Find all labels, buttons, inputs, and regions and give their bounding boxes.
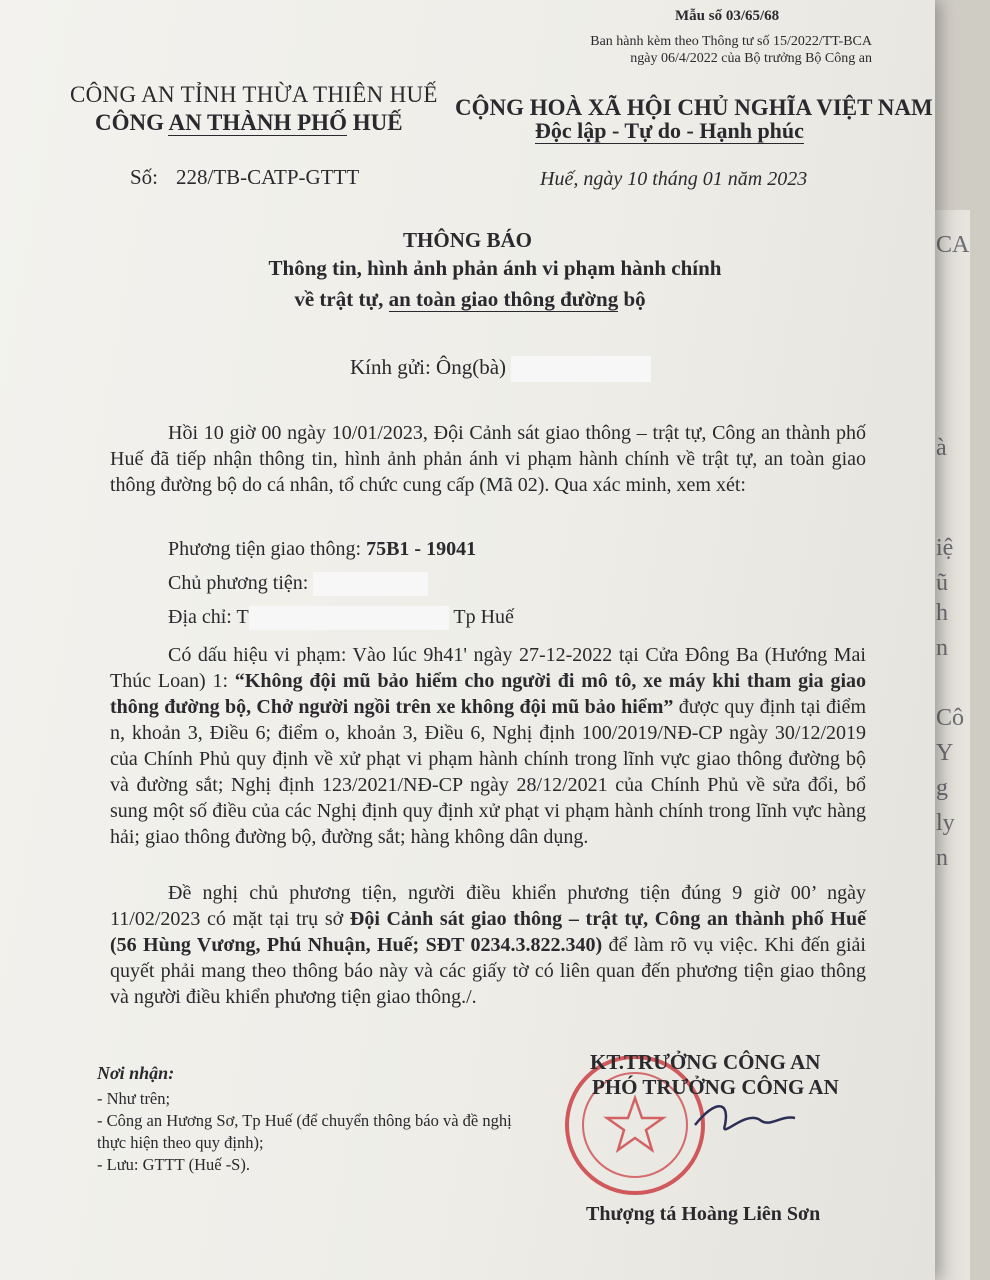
request-intro: Đề nghị chủ phương tiện, người điều khiển phương tiện đúng 9 giờ 00’ ngày 11/02/2023 có mặt tại trụ sở [110, 882, 866, 930]
violation-description: “Không đội mũ bảo hiểm cho người đi mô tô, xe máy khi tham gia giao thông đường bộ, Chở người ngồi trên xe không đội mũ bảo hiểm” [110, 670, 866, 718]
back-sheet-fragment: g [936, 775, 948, 801]
subtitle-part: về trật tự, [294, 287, 389, 311]
document-title: THÔNG BÁO [403, 228, 532, 252]
recipient-item: - Lưu: GTTT (Huế -S). [97, 1155, 250, 1174]
address-field [168, 606, 514, 630]
doc-number-value: 228/TB-CATP-GTTT [176, 165, 360, 189]
org-parent: CÔNG AN TỈNH THỪA THIÊN HUẾ [70, 82, 438, 107]
subtitle-part: an toàn giao thông đường [388, 287, 619, 311]
owner-label: Chủ phương tiện: [168, 572, 314, 594]
address-city: Tp Huế [453, 606, 514, 628]
back-sheet-fragment: Cô [936, 705, 965, 731]
signer-name: Thượng tá Hoàng Liên Sơn [586, 1203, 821, 1225]
signature-title: KT.TRƯỞNG CÔNG AN [590, 1050, 821, 1074]
request-office: Đội Cảnh sát giao thông – trật tự, Công an thành phố Huế (56 Hùng Vương, Phú Nhuận, Huế; SĐT 0234.3.822.340) [110, 908, 866, 956]
doc-number-label: Số: [130, 165, 159, 189]
subtitle-part: bộ [618, 287, 646, 311]
paragraph-received: Hồi 10 giờ 00 ngày 10/01/2023, Đội Cảnh sát giao thông – trật tự, Công an thành phố Huế đã tiếp nhận thông tin, hình ảnh phản ánh vi phạm hành chính về trật tự, an toàn giao thông đường bộ do cá nhân, tổ chức cung cấp (Mã 02). Qua xác minh, xem xét: [110, 422, 866, 496]
request-rest: để làm rõ vụ việc. Khi đến giải quyết phải mang theo thông báo này và các giấy tờ có liên quan đến phương tiện giao thông và người điều khiển phương tiện giao thông./. [110, 934, 866, 1008]
redacted-owner [313, 572, 428, 596]
greeting-text: Kính gửi: Ông(bà) [350, 355, 507, 379]
national-motto [535, 118, 804, 144]
org-name-part: HUẾ [346, 110, 403, 135]
vehicle-plate: 75B1 - 19041 [366, 538, 477, 560]
violation-intro: Có dấu hiệu vi phạm: Vào lúc 9h41' ngày 27-12-2022 tại Cửa Đông Ba (Hướng Mai Thúc Loan) 1: [110, 644, 866, 692]
paragraph-request [110, 880, 866, 1010]
violation-legal-basis: được quy định tại điểm n, khoản 3, Điều 6; điểm o, khoản 3, Điều 6, Nghị định 100/2019/NĐ-CP ngày 30/12/2019 của Chính Phủ quy định về xử phạt vi phạm hành chính trong lĩnh vực giao thông đường bộ và đường sắt; Nghị định 123/2021/NĐ-CP ngày 28/12/2021 của Chính Phủ về sửa đổi, bổ sung một số điều của các Nghị định quy định xử phạt vi phạm hành chính trong lĩnh vực hàng hải; giao thông đường bộ, đường sắt; hàng không dân dụng. [110, 696, 866, 848]
org-name-part: CÔNG [95, 110, 169, 135]
redacted-address [249, 606, 449, 630]
recipients-label: Nơi nhận: [97, 1063, 175, 1083]
recipient-item: - Công an Hương Sơ, Tp Huế (để chuyển thông báo và đề nghị thực hiện theo quy định); [97, 1111, 512, 1152]
recipient-item: - Như trên; [97, 1089, 171, 1108]
owner-field [168, 572, 428, 596]
place-date: Huế, ngày 10 tháng 01 năm 2023 [540, 168, 808, 190]
redacted-name [511, 356, 651, 382]
background-sheet [930, 210, 970, 1280]
vehicle-label: Phương tiện giao thông: [168, 538, 367, 560]
back-sheet-fragment: ũ [936, 570, 948, 596]
document-number [130, 165, 359, 190]
org-name-part: AN THÀNH PHỐ [168, 110, 347, 135]
recipients-list [97, 1088, 517, 1176]
form-note-line: ngày 06/4/2022 của Bộ trưởng Bộ Công an [630, 51, 872, 66]
form-note-line: Ban hành kèm theo Thông tư số 15/2022/TT-BCA [590, 34, 872, 49]
document-subtitle [0, 287, 940, 312]
back-sheet-fragment: ly [936, 810, 955, 836]
vehicle-field [168, 538, 476, 561]
paragraph-violation [110, 642, 866, 850]
national-title: CỘNG HOÀ XÃ HỘI CHỦ NGHĨA VIỆT NAM [455, 95, 933, 120]
form-number: Mẫu số 03/65/68 [675, 8, 780, 24]
address-label: Địa chỉ: T [168, 606, 249, 628]
back-sheet-fragment: iệ [936, 535, 954, 561]
org-name [95, 110, 403, 136]
back-sheet-fragment: CA [936, 232, 970, 258]
back-sheet-fragment: à [936, 435, 947, 461]
national-motto-text: Độc lập - Tự do - Hạnh phúc [535, 118, 804, 143]
form-note [582, 33, 872, 67]
back-sheet-fragment: h [936, 600, 948, 626]
back-sheet-fragment: n [936, 635, 948, 661]
back-sheet-fragment: Y [936, 740, 954, 766]
back-sheet-fragment: n [936, 845, 948, 871]
greeting [350, 355, 651, 382]
signature-subtitle: PHÓ TRƯỞNG CÔNG AN [592, 1075, 839, 1099]
document-subtitle: Thông tin, hình ảnh phản ánh vi phạm hành chính [268, 256, 722, 280]
